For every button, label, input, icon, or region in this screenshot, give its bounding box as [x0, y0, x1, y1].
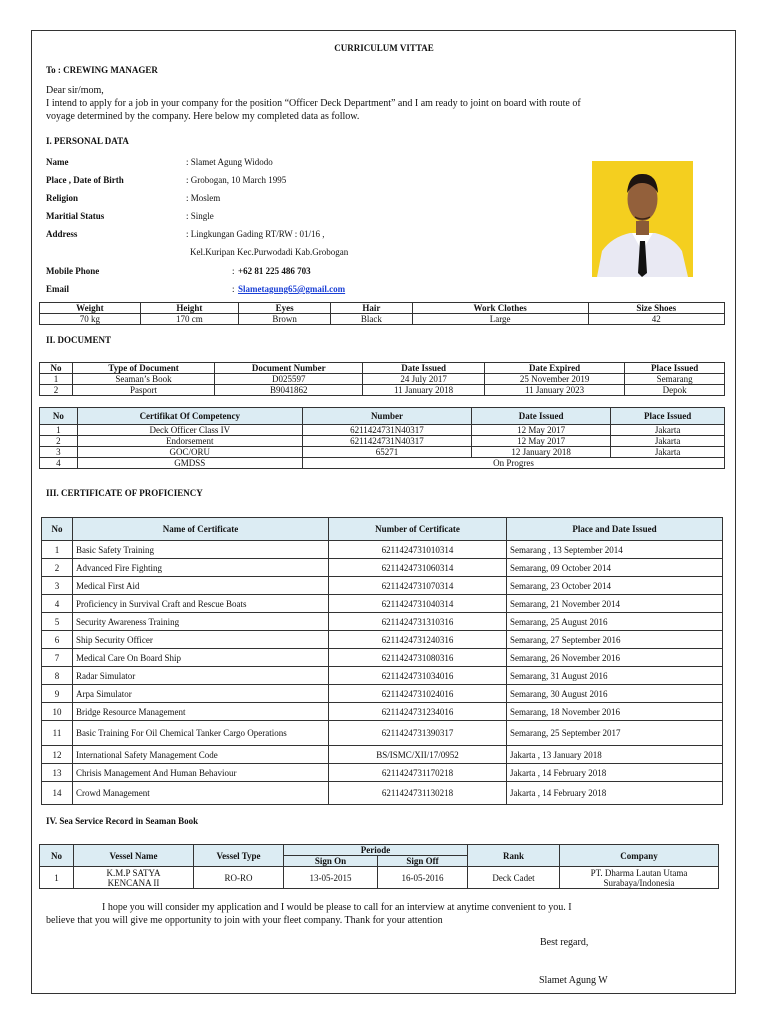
table-row [40, 867, 719, 889]
table-row [40, 374, 725, 385]
name-label: Name [46, 157, 69, 167]
table-cell: GOC/ORU [77, 447, 302, 458]
table-cell: Semarang , 13 September 2014 [507, 541, 723, 559]
closing-line-2: believe that you will give me opportunity to join with your fleet company. Thank for your attention [46, 915, 443, 926]
greeting: Dear sir/mom, [46, 85, 104, 96]
email-label: Email [46, 284, 70, 294]
header-cell: No [42, 518, 73, 541]
table-cell: Pasport [73, 385, 215, 396]
marital-label: Maritial Status [46, 211, 105, 221]
phone-label: Mobile Phone [46, 266, 100, 276]
header-cell: Periode [284, 845, 468, 856]
table-row [42, 667, 723, 685]
section-document: II. DOCUMENT [46, 335, 112, 345]
header-cell: Hair [331, 303, 413, 314]
company-cell [560, 867, 719, 889]
profile-photo [592, 161, 693, 277]
table-cell: International Safety Management Code [73, 746, 329, 764]
table-cell: 3 [40, 447, 78, 458]
table-cell: 6 [42, 631, 73, 649]
table-cell: 1 [40, 867, 74, 889]
address-label: Address [46, 229, 78, 239]
height-value: 170 cm [140, 314, 238, 325]
phone-colon: : [232, 266, 235, 276]
table-cell: Crowd Management [73, 782, 329, 805]
table-cell: Endorsement [77, 436, 302, 447]
section-personal-data: I. PERSONAL DATA [46, 136, 129, 146]
table-cell: Jakarta [611, 447, 725, 458]
table-cell: Jakarta [611, 425, 725, 436]
vessel-name-line: KENCANA II [107, 877, 160, 888]
table-cell: Basic Safety Training [73, 541, 329, 559]
section-proficiency: III. CERTIFICATE OF PROFICIENCY [46, 488, 203, 498]
table-cell: Basic Training For Oil Chemical Tanker Cargo Operations [73, 721, 329, 746]
table-cell: On Progres [302, 458, 724, 469]
table-cell: 6211424731130218 [329, 782, 507, 805]
table-cell: 13-05-2015 [284, 867, 378, 889]
religion-value: : Moslem [186, 193, 221, 203]
company-line: PT. Dharma Lautan Utama [590, 867, 688, 878]
weight-value: 70 kg [40, 314, 141, 325]
closing-line-1: I hope you will consider my application and I would be please to call for an interview at anytime convenient to you. I [102, 902, 572, 913]
company-line: Surabaya/Indonesia [603, 877, 675, 888]
table-row [40, 385, 725, 396]
header-cell: No [40, 845, 74, 867]
table-cell: D025597 [215, 374, 363, 385]
table-cell: GMDSS [77, 458, 302, 469]
table-cell: Semarang, 27 September 2016 [507, 631, 723, 649]
table-cell: 1 [42, 541, 73, 559]
intro-line-2: voyage determined by the company. Here below my completed data as follow. [46, 111, 360, 122]
table-cell: 2 [40, 385, 73, 396]
documents-table [39, 362, 725, 396]
table-cell: Proficiency in Survival Craft and Rescue Boats [73, 595, 329, 613]
table-cell: 24 July 2017 [363, 374, 484, 385]
table-cell: 1 [40, 425, 78, 436]
table-cell: 6211424731034016 [329, 667, 507, 685]
table-cell: 6211424731234016 [329, 703, 507, 721]
table-cell: Depok [625, 385, 725, 396]
table-cell: 2 [42, 559, 73, 577]
table-cell: 4 [42, 595, 73, 613]
table-cell: Semarang, 30 August 2016 [507, 685, 723, 703]
header-cell: Type of Document [73, 363, 215, 374]
header-cell: Name of Certificate [73, 518, 329, 541]
table-cell: 6211424731080316 [329, 649, 507, 667]
header-cell: Number [302, 408, 471, 425]
table-row [40, 447, 725, 458]
pob-label: Place , Date of Birth [46, 175, 124, 185]
table-cell: 2 [40, 436, 78, 447]
address-line-1: : Lingkungan Gading RT/RW : 01/16 , [186, 229, 325, 239]
sea-service-table [39, 844, 719, 889]
table-cell: 13 [42, 764, 73, 782]
table-cell: 6211424731070314 [329, 577, 507, 595]
header-cell: Company [560, 845, 719, 867]
table-row [42, 577, 723, 595]
header-cell: Date Issued [471, 408, 610, 425]
table-cell: 6211424731310316 [329, 613, 507, 631]
table-row [42, 595, 723, 613]
table-row [40, 436, 725, 447]
hair-value: Black [331, 314, 413, 325]
table-cell: 6211424731040314 [329, 595, 507, 613]
header-cell: Document Number [215, 363, 363, 374]
header-cell: No [40, 408, 78, 425]
table-row [42, 559, 723, 577]
table-cell: Deck Officer Class IV [77, 425, 302, 436]
table-row [42, 746, 723, 764]
table-cell: Semarang, 23 October 2014 [507, 577, 723, 595]
header-cell: Place and Date Issued [507, 518, 723, 541]
table-row [40, 458, 725, 469]
marital-value: : Single [186, 211, 214, 221]
vessel-name-line: K.M.P SATYA [106, 867, 161, 878]
table-cell: 6211424731N40317 [302, 436, 471, 447]
table-cell: 6211424731010314 [329, 541, 507, 559]
table-cell: Jakarta [611, 436, 725, 447]
name-value: : Slamet Agung Widodo [186, 157, 273, 167]
religion-label: Religion [46, 193, 79, 203]
table-cell: 7 [42, 649, 73, 667]
phone-value: +62 81 225 486 703 [238, 266, 311, 276]
email-link[interactable]: Slametagung65@gmail.com [238, 284, 346, 294]
table-cell: B9041862 [215, 385, 363, 396]
table-cell: 14 [42, 782, 73, 805]
table-row [42, 541, 723, 559]
header-cell: Vessel Name [74, 845, 194, 867]
table-cell: 25 November 2019 [484, 374, 624, 385]
person-portrait-icon [592, 161, 693, 277]
header-cell: Eyes [239, 303, 331, 314]
table-cell: 5 [42, 613, 73, 631]
header-cell: Certifikat Of Competency [77, 408, 302, 425]
table-cell: 8 [42, 667, 73, 685]
pob-value: : Grobogan, 10 March 1995 [186, 175, 287, 185]
table-cell: Advanced Fire Fighting [73, 559, 329, 577]
signature-name: Slamet Agung W [539, 975, 608, 986]
table-cell: 3 [42, 577, 73, 595]
header-cell: Height [140, 303, 238, 314]
table-cell: 6211424731060314 [329, 559, 507, 577]
table-cell: Semarang, 25 August 2016 [507, 613, 723, 631]
table-cell: 16-05-2016 [378, 867, 468, 889]
header-cell: Rank [468, 845, 560, 867]
table-cell: 6211424731024016 [329, 685, 507, 703]
size-shoes-value: 42 [588, 314, 724, 325]
table-row [42, 764, 723, 782]
body-measurements-table [39, 302, 725, 325]
work-clothes-value: Large [412, 314, 588, 325]
table-cell: 12 January 2018 [471, 447, 610, 458]
page-title: CURRICULUM VITTAE [334, 43, 434, 53]
header-cell: Date Issued [363, 363, 484, 374]
header-cell: Number of Certificate [329, 518, 507, 541]
header-cell: Date Expired [484, 363, 624, 374]
proficiency-table [41, 517, 723, 805]
section-sea-service: IV. Sea Service Record in Seaman Book [46, 816, 199, 826]
table-cell: 6211424731240316 [329, 631, 507, 649]
table-cell: 10 [42, 703, 73, 721]
table-cell: 6211424731170218 [329, 764, 507, 782]
header-cell: Sign Off [378, 856, 468, 867]
address-line-2: Kel.Kuripan Kec.Purwodadi Kab.Grobogan [190, 247, 349, 257]
table-row [42, 649, 723, 667]
table-row [40, 425, 725, 436]
table-cell: Security Awareness Training [73, 613, 329, 631]
header-cell: Vessel Type [194, 845, 284, 867]
table-cell: Semarang, 18 November 2016 [507, 703, 723, 721]
header-cell: Weight [40, 303, 141, 314]
table-cell: 11 January 2018 [363, 385, 484, 396]
table-cell: 9 [42, 685, 73, 703]
competency-table [39, 407, 725, 469]
eyes-value: Brown [239, 314, 331, 325]
table-row [42, 613, 723, 631]
table-cell: Chrisis Management And Human Behaviour [73, 764, 329, 782]
header-cell: Place Issued [611, 408, 725, 425]
table-cell: 1 [40, 374, 73, 385]
table-row [42, 703, 723, 721]
table-cell: Radar Simulator [73, 667, 329, 685]
table-cell: Medical First Aid [73, 577, 329, 595]
table-cell: 6211424731390317 [329, 721, 507, 746]
table-cell: 6211424731N40317 [302, 425, 471, 436]
table-cell: Semarang, 26 November 2016 [507, 649, 723, 667]
table-cell: Jakarta , 14 February 2018 [507, 782, 723, 805]
email-colon: : [232, 284, 235, 294]
table-cell: BS/ISMC/XII/17/0952 [329, 746, 507, 764]
table-cell: 4 [40, 458, 78, 469]
table-cell: 65271 [302, 447, 471, 458]
table-row [42, 782, 723, 805]
header-cell: No [40, 363, 73, 374]
vessel-name-cell [74, 867, 194, 889]
table-cell: Medical Care On Board Ship [73, 649, 329, 667]
table-cell: Semarang, 09 October 2014 [507, 559, 723, 577]
header-cell: Size Shoes [588, 303, 724, 314]
header-cell: Place Issued [625, 363, 725, 374]
table-cell: Semarang, 21 November 2014 [507, 595, 723, 613]
table-cell: Seaman’s Book [73, 374, 215, 385]
table-cell: 12 May 2017 [471, 425, 610, 436]
table-cell: Jakarta , 13 January 2018 [507, 746, 723, 764]
table-cell: Semarang, 31 August 2016 [507, 667, 723, 685]
table-cell: Semarang, 25 September 2017 [507, 721, 723, 746]
table-cell: Jakarta , 14 February 2018 [507, 764, 723, 782]
table-cell: Bridge Resource Management [73, 703, 329, 721]
table-cell: Ship Security Officer [73, 631, 329, 649]
table-row [42, 631, 723, 649]
table-cell: Semarang [625, 374, 725, 385]
table-row [42, 685, 723, 703]
header-cell: Work Clothes [412, 303, 588, 314]
regards: Best regard, [540, 937, 589, 948]
table-cell: 11 January 2023 [484, 385, 624, 396]
table-cell: 11 [42, 721, 73, 746]
header-cell: Sign On [284, 856, 378, 867]
to-line: To : CREWING MANAGER [46, 65, 158, 75]
table-cell: RO-RO [194, 867, 284, 889]
table-cell: 12 [42, 746, 73, 764]
table-cell: 12 May 2017 [471, 436, 610, 447]
table-cell: Arpa Simulator [73, 685, 329, 703]
intro-line-1: I intend to apply for a job in your company for the position “Officer Deck Department” and I am ready to joint on board with route of [46, 98, 581, 109]
table-cell: Deck Cadet [468, 867, 560, 889]
table-row [42, 721, 723, 746]
